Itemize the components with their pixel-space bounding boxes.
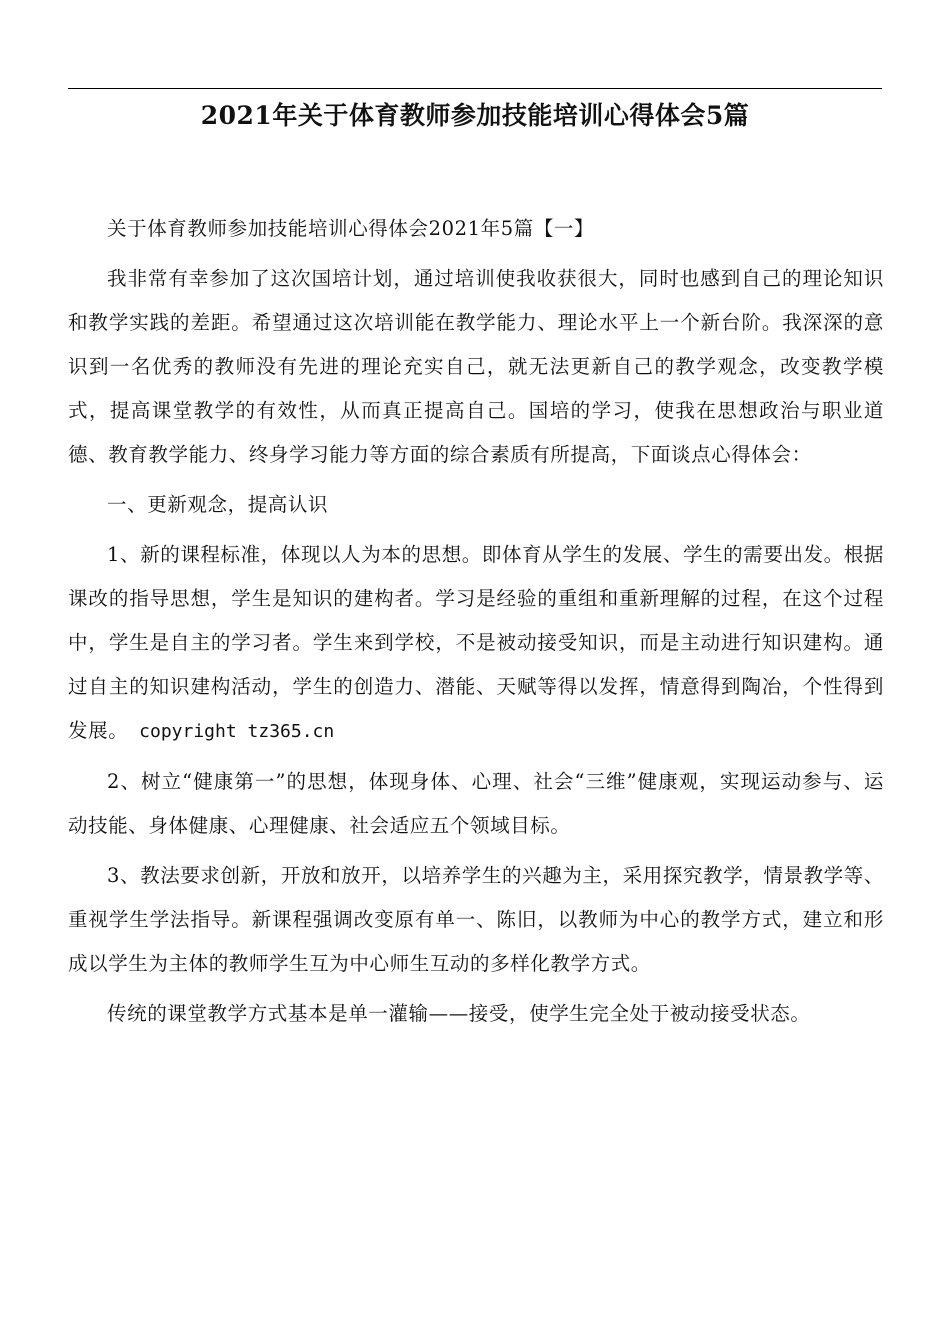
body-paragraph: 2、树立“健康第一”的思想，体现身体、心理、社会“三维”健康观，实现运动参与、运动技能、身体健康、心理健康、社会适应五个领域目标。 (68, 770, 884, 837)
section-heading: 一、更新观念，提高认识 (107, 493, 329, 516)
body-paragraph: 3、教法要求创新，开放和放开，以培养学生的兴趣为主，采用探究教学，情景教学等、重视学生学法指导。新课程强调改变原有单一、陈旧，以教师为中心的教学方式，建立和形成以学生为主体的教师学生互为中心师生互动的多样化教学方式。 (68, 864, 884, 975)
document-title: 2021年关于体育教师参加技能培训心得体会5篇 (200, 101, 750, 130)
document-body (68, 207, 884, 1042)
copyright-text: copyright tz365.cn (128, 721, 335, 742)
body-paragraph: 传统的课堂教学方式基本是单一灌输——接受，使学生完全处于被动接受状态。 (107, 1002, 811, 1025)
body-paragraph: 我非常有幸参加了这次国培计划，通过培训使我收获很大，同时也感到自己的理论知识和教学实践的差距。希望通过这次培训能在教学能力、理论水平上一个新台阶。我深深的意识到一名优秀的教师没有先进的理论充实自己，就无法更新自己的教学观念，改变教学模式，提高课堂教学的有效性，从而真正提高自己。国培的学习，使我在思想政治与职业道德、教育教学能力、终身学习能力等方面的综合素质有所提高，下面谈点心得体会： (68, 267, 884, 466)
body-paragraph (68, 533, 884, 754)
paragraph-text: 1、新的课程标准，体现以人为本的思想。即体育从学生的发展、学生的需要出发。根据课改的指导思想，学生是知识的建构者。学习是经验的重组和重新理解的过程，在这个过程中，学生是自主的学习者。学生来到学校，不是被动接受知识，而是主动进行知识建构。通过自主的知识建构活动，学生的创造力、潜能、天赋等得以发挥，情意得到陶冶，个性得到发展。 (68, 543, 884, 742)
header-rule (68, 88, 882, 89)
section-subtitle: 关于体育教师参加技能培训心得体会2021年5篇【一】 (107, 217, 595, 240)
